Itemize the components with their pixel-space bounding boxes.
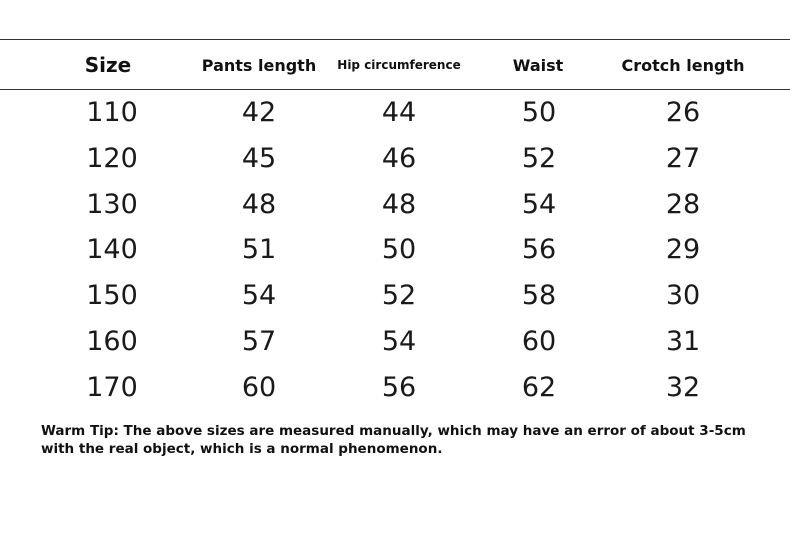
cell-hip-circumference: 44 xyxy=(381,97,417,128)
cell-pants-length: 45 xyxy=(241,142,277,174)
cell-hip-circumference: 48 xyxy=(381,188,417,220)
cell-size: 150 xyxy=(86,280,138,312)
table-row xyxy=(0,90,790,136)
cell-pants-length: 54 xyxy=(241,280,277,312)
cell-crotch-length: 30 xyxy=(665,280,701,312)
cell-waist: 62 xyxy=(521,371,557,403)
cell-waist: 58 xyxy=(521,280,557,312)
cell-waist: 50 xyxy=(521,97,557,128)
table-header-row xyxy=(0,40,790,89)
cell-waist: 52 xyxy=(521,142,557,174)
table-row xyxy=(0,136,790,182)
header-size: Size xyxy=(84,53,132,77)
cell-pants-length: 48 xyxy=(241,188,277,220)
cell-waist: 56 xyxy=(521,234,557,266)
cell-hip-circumference: 56 xyxy=(381,371,417,403)
table-body xyxy=(0,90,790,411)
cell-hip-circumference: 54 xyxy=(381,325,417,357)
cell-crotch-length: 32 xyxy=(665,371,701,403)
table-row xyxy=(0,182,790,228)
cell-waist: 54 xyxy=(521,188,557,220)
cell-size: 170 xyxy=(86,371,138,403)
cell-pants-length: 57 xyxy=(241,325,277,357)
cell-size: 160 xyxy=(86,325,138,357)
cell-crotch-length: 28 xyxy=(665,188,701,220)
cell-hip-circumference: 46 xyxy=(381,142,417,174)
warm-tip-note: Warm Tip: The above sizes are measured manually, which may have an error of about 3-5cm with the real object, which is a normal phenomenon. xyxy=(41,423,746,457)
header-pants-length: Pants length xyxy=(201,56,317,75)
cell-size: 140 xyxy=(86,234,138,266)
cell-pants-length: 42 xyxy=(241,97,277,128)
header-hip-circumference: Hip circumference xyxy=(337,58,461,72)
table-row xyxy=(0,365,790,411)
table-row xyxy=(0,273,790,319)
cell-hip-circumference: 50 xyxy=(381,234,417,266)
cell-pants-length: 51 xyxy=(241,234,277,266)
table-row xyxy=(0,227,790,273)
cell-crotch-length: 26 xyxy=(665,97,701,128)
cell-crotch-length: 29 xyxy=(665,234,701,266)
cell-size: 130 xyxy=(86,188,138,220)
cell-crotch-length: 27 xyxy=(665,142,701,174)
table-row xyxy=(0,319,790,365)
cell-hip-circumference: 52 xyxy=(381,280,417,312)
cell-crotch-length: 31 xyxy=(665,325,701,357)
header-crotch-length: Crotch length xyxy=(621,56,745,75)
cell-pants-length: 60 xyxy=(241,371,277,403)
header-waist: Waist xyxy=(512,56,564,75)
cell-size: 110 xyxy=(86,97,138,128)
cell-waist: 60 xyxy=(521,325,557,357)
cell-size: 120 xyxy=(86,142,138,174)
